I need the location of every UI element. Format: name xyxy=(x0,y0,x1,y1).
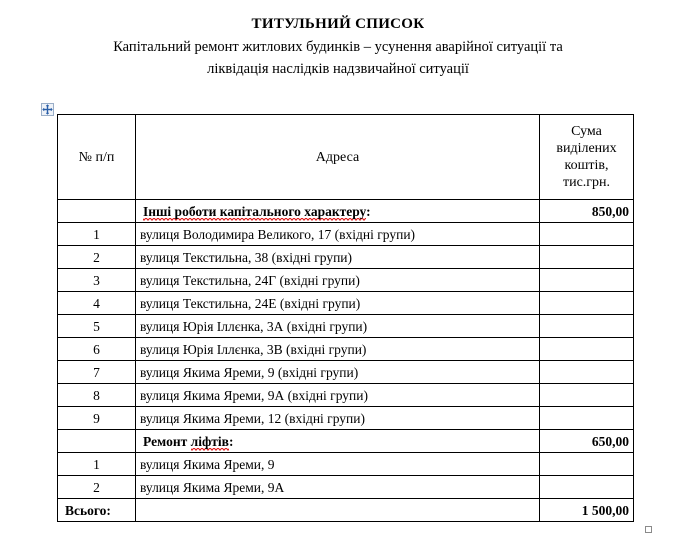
row-number-cell: 6 xyxy=(58,338,136,361)
table-row xyxy=(58,453,634,476)
row-sum-cell xyxy=(540,315,634,338)
row-sum-cell xyxy=(540,361,634,384)
page-subtitle-line-2: ліквідація наслідків надзвичайної ситуації xyxy=(207,61,469,77)
row-address-cell: вулиця Текстильна, 24Е (вхідні групи) xyxy=(136,292,540,315)
row-address-cell: вулиця Юрія Іллєнка, 3В (вхідні групи) xyxy=(136,338,540,361)
row-sum-cell xyxy=(540,223,634,246)
table-move-handle-icon[interactable] xyxy=(41,103,54,116)
spellcheck-underlined-text: ліфтів xyxy=(190,433,229,449)
row-address-cell: вулиця Володимира Великого, 17 (вхідні групи) xyxy=(136,223,540,246)
column-header-sum-line-1: Сума xyxy=(571,124,602,139)
row-number-cell: 8 xyxy=(58,384,136,407)
row-address-cell: вулиця Якима Яреми, 9 (вхідні групи) xyxy=(136,361,540,384)
table-row xyxy=(58,499,634,522)
column-header-sum-line-4: тис.грн. xyxy=(562,175,611,190)
row-number-cell: 5 xyxy=(58,315,136,338)
table-row xyxy=(58,476,634,499)
row-number-cell: 7 xyxy=(58,361,136,384)
row-address-cell: вулиця Якима Яреми, 9А (вхідні групи) xyxy=(136,384,540,407)
page-title: ТИТУЛЬНИЙ СПИСОК xyxy=(251,16,425,32)
row-number-cell: 2 xyxy=(58,476,136,499)
row-number-cell: Всього: xyxy=(58,499,136,522)
spellcheck-underlined-text: Інші роботи капітального характеру xyxy=(143,203,367,219)
row-sum-cell xyxy=(540,384,634,407)
row-address-cell: вулиця Якима Яреми, 9А xyxy=(136,476,540,499)
table-header xyxy=(58,115,634,200)
row-sum-cell xyxy=(540,246,634,269)
page-subtitle-line-1: Капітальний ремонт житлових будинків – усунення аварійної ситуації та xyxy=(113,39,563,55)
row-sum-cell xyxy=(540,476,634,499)
row-number-cell xyxy=(58,200,136,223)
column-header-sum-line-3: коштів, xyxy=(564,158,609,173)
table-row xyxy=(58,338,634,361)
row-number-cell: 9 xyxy=(58,407,136,430)
table-row xyxy=(58,292,634,315)
table-row xyxy=(58,269,634,292)
table-resize-handle-icon[interactable] xyxy=(645,526,652,533)
row-sum-cell xyxy=(540,292,634,315)
row-sum-cell xyxy=(540,338,634,361)
titular-list-table-wrapper xyxy=(57,114,633,522)
row-number-cell: 1 xyxy=(58,223,136,246)
row-address-cell: вулиця Текстильна, 38 (вхідні групи) xyxy=(136,246,540,269)
row-address-cell: Інші роботи капітального характеру: xyxy=(136,200,540,223)
row-address-cell: вулиця Текстильна, 24Г (вхідні групи) xyxy=(136,269,540,292)
table-header-row xyxy=(58,115,634,200)
row-address-cell: Ремонт ліфтів: xyxy=(136,430,540,453)
row-sum-cell xyxy=(540,407,634,430)
row-address-cell: вулиця Юрія Іллєнка, 3А (вхідні групи) xyxy=(136,315,540,338)
column-header-number: № п/п xyxy=(58,115,136,200)
table-row xyxy=(58,361,634,384)
title-block xyxy=(58,14,618,80)
row-sum-cell: 1 500,00 xyxy=(540,499,634,522)
move-cross-icon xyxy=(42,104,53,115)
table-row xyxy=(58,246,634,269)
row-sum-cell: 650,00 xyxy=(540,430,634,453)
table-row xyxy=(58,223,634,246)
row-number-cell: 1 xyxy=(58,453,136,476)
table-body xyxy=(58,200,634,522)
column-header-sum xyxy=(540,115,634,200)
table-row xyxy=(58,407,634,430)
table-row xyxy=(58,430,634,453)
column-header-sum-line-2: виділених xyxy=(556,141,617,156)
row-address-cell xyxy=(136,499,540,522)
titular-list-table xyxy=(57,114,634,522)
table-row xyxy=(58,384,634,407)
row-number-cell: 4 xyxy=(58,292,136,315)
table-row xyxy=(58,200,634,223)
row-address-cell: вулиця Якима Яреми, 9 xyxy=(136,453,540,476)
row-sum-cell: 850,00 xyxy=(540,200,634,223)
row-number-cell: 3 xyxy=(58,269,136,292)
row-sum-cell xyxy=(540,269,634,292)
row-sum-cell xyxy=(540,453,634,476)
row-number-cell xyxy=(58,430,136,453)
row-address-cell: вулиця Якима Яреми, 12 (вхідні групи) xyxy=(136,407,540,430)
column-header-address: Адреса xyxy=(136,115,540,200)
table-row xyxy=(58,315,634,338)
row-number-cell: 2 xyxy=(58,246,136,269)
